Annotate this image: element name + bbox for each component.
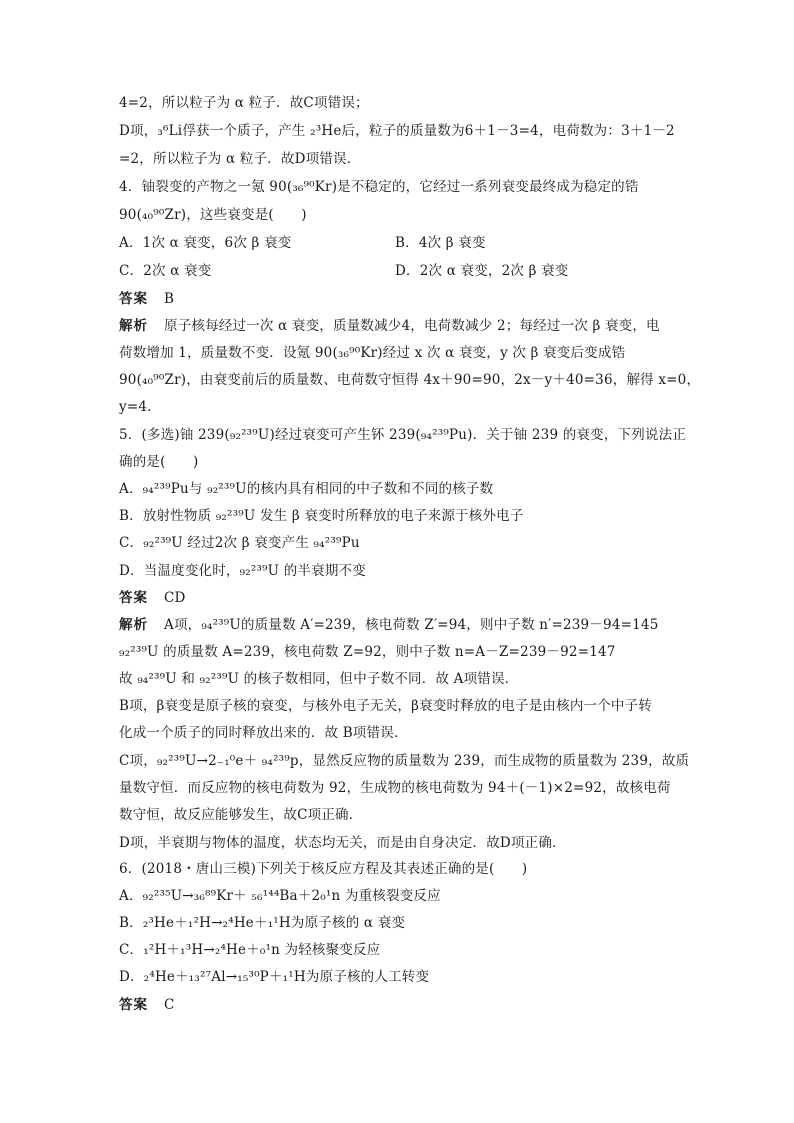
analysis-text: A项，₉₄²³⁹U的质量数 A′=239，核电荷数 Z′=94，则中子数 n′=239－94=145 <box>164 617 659 633</box>
question-4-stem: 90(₄₀⁹⁰Zr)，这些衰变是( ) <box>119 207 307 223</box>
question-4-option-c: C．2次 α 衰变 <box>119 263 212 279</box>
answer-value: C <box>164 997 175 1013</box>
question-6-option-d: D．₂⁴He＋₁₃²⁷Al→₁₅³⁰P＋₁¹H为原子核的人工转变 <box>119 969 430 985</box>
question-4-option-a: A．1次 α 衰变，6次 β 衰变 <box>119 235 292 251</box>
question-4-option-d: D．2次 α 衰变，2次 β 衰变 <box>395 263 569 279</box>
answer-label: 答案 <box>119 997 148 1013</box>
answer-row <box>119 589 186 607</box>
text-line: ₉₂²³⁹U 的质量数 A=239，核电荷数 Z=92，则中子数 n=A－Z=239－92=147 <box>119 644 616 660</box>
text-line: 化成一个质子的同时释放出来的．故 B项错误． <box>119 725 408 741</box>
answer-row <box>119 290 174 308</box>
question-5-stem: 5．(多选)铀 239(₉₂²³⁹U)经过衰变可产生钚 239(₉₄²³⁹Pu)．关于铀 239 的衰变，下列说法正 <box>119 427 687 443</box>
text-line: 故 ₉₄²³⁹U 和 ₉₂²³⁹U 的核子数相同，但中子数不同．故 A项错误． <box>119 671 519 687</box>
text-line: 荷数增加 1，质量数不变．设氪 90(₃₆⁹⁰Kr)经过 x 次 α 衰变，y 次 β 衰变后变成锆 <box>119 345 626 361</box>
question-4-option-b: B．4次 β 衰变 <box>395 235 486 251</box>
text-line: 数守恒，故反应能够发生，故C项正确． <box>119 807 363 823</box>
question-5-option-a: A．₉₄²³⁹Pu与 ₉₂²³⁹U的核内具有相同的中子数和不同的核子数 <box>119 481 494 497</box>
text-line: B项，β衰变是原子核的衰变，与核外电子无关，β衰变时释放的电子是由核内一个中子转 <box>119 698 653 714</box>
answer-row <box>119 996 175 1014</box>
answer-label: 答案 <box>119 590 148 606</box>
question-6-option-b: B．₂³He＋₁²H→₂⁴He＋₁¹H为原子核的 α 衰变 <box>119 915 406 931</box>
question-5-option-b: B．放射性物质 ₉₂²³⁹U 发生 β 衰变时所释放的电子来源于核外电子 <box>119 508 524 524</box>
text-line: 量数守恒．而反应物的核电荷数为 92，生成物的核电荷数为 94＋(－1)×2=92，故核电荷 <box>119 780 671 796</box>
answer-value: CD <box>164 590 186 606</box>
question-4-stem: 4．铀裂变的产物之一氪 90(₃₆⁹⁰Kr)是不稳定的，它经过一系列衰变最终成为稳定的锆 <box>119 179 639 195</box>
question-5-stem: 确的是( ) <box>119 454 199 470</box>
question-5-option-c: C．₉₂²³⁹U 经过2次 β 衰变产生 ₉₄²³⁹Pu <box>119 535 360 551</box>
answer-value: B <box>164 291 175 307</box>
question-5-option-d: D．当温度变化时，₉₂²³⁹U 的半衰期不变 <box>119 563 366 579</box>
analysis-text: 原子核每经过一次 α 衰变，质量数减少4，电荷数减少 2；每经过一次 β 衰变，电 <box>164 318 660 334</box>
analysis-label: 解析 <box>119 318 148 334</box>
question-6-stem: 6．(2018・唐山三模)下列关于核反应方程及其表述正确的是( ) <box>119 861 528 877</box>
analysis-label: 解析 <box>119 617 148 633</box>
text-line: 4=2，所以粒子为 α 粒子．故C项错误； <box>119 95 369 111</box>
question-6-option-a: A．₉₂²³⁵U→₃₆⁸⁹Kr＋ ₅₆¹⁴⁴Ba＋2₀¹n 为重核裂变反应 <box>119 888 441 904</box>
answer-label: 答案 <box>119 291 148 307</box>
question-6-option-c: C．₁²H＋₁³H→₂⁴He＋₀¹n 为轻核聚变反应 <box>119 942 381 958</box>
text-line: 90(₄₀⁹⁰Zr)，由衰变前后的质量数、电荷数守恒得 4x＋90=90，2x－y＋40=36，解得 x=0， <box>119 372 701 388</box>
text-line: D项，半衰期与物体的温度，状态均无关，而是由自身决定．故D项正确． <box>119 835 566 851</box>
text-line: C项，₉₂²³⁹U→2₋₁⁰e＋ ₉₄²³⁹p，显然反应物的质量数为 239，而生成物的质量数为 239，故质 <box>119 753 690 769</box>
text-line: =2，所以粒子为 α 粒子．故D项错误． <box>119 151 361 167</box>
text-line: y=4. <box>119 399 152 415</box>
analysis-row <box>119 317 660 335</box>
text-line: D项，₃⁶Li俘获一个质子，产生 ₂³He后，粒子的质量数为6＋1－3=4，电荷数为：3＋1－2 <box>119 123 675 139</box>
analysis-row <box>119 616 658 634</box>
